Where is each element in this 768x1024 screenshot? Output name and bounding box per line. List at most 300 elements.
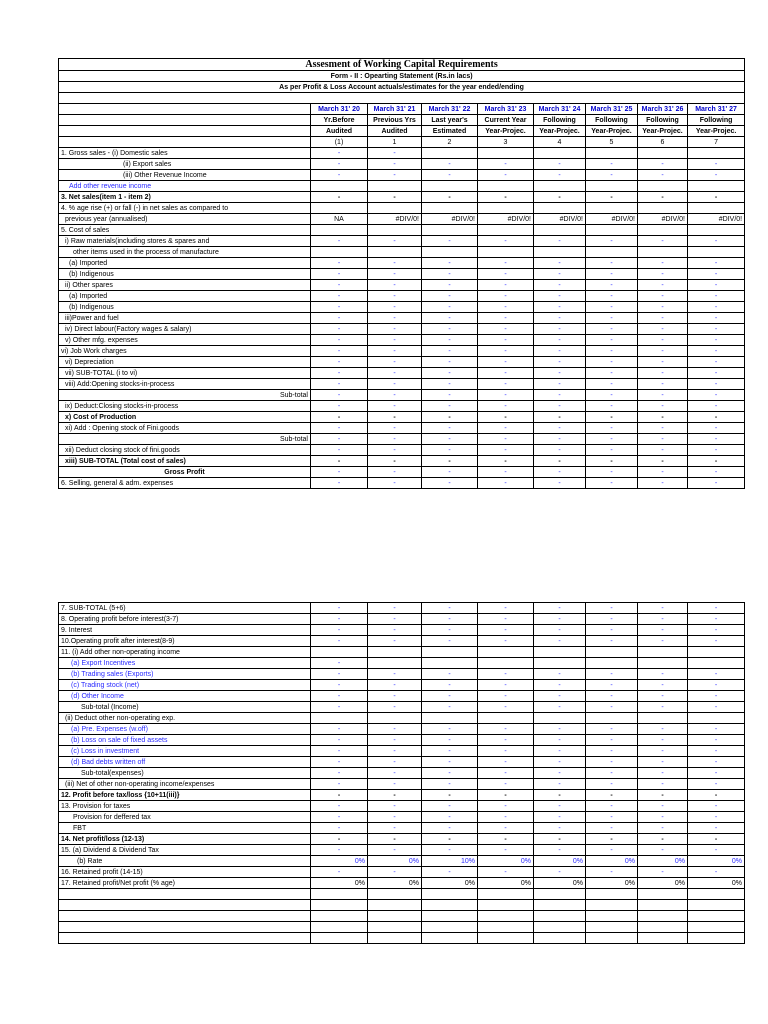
cell-value[interactable]: - (368, 669, 422, 680)
cell-value[interactable] (422, 713, 478, 724)
cell-value[interactable]: - (422, 779, 478, 790)
cell-value[interactable]: - (638, 812, 688, 823)
cell-value[interactable] (534, 181, 586, 192)
cell-value[interactable]: - (368, 346, 422, 357)
cell-value[interactable]: - (534, 768, 586, 779)
cell-value[interactable]: - (586, 401, 638, 412)
cell-value[interactable]: - (478, 379, 534, 390)
cell-value[interactable]: #DIV/0! (688, 214, 745, 225)
cell-value[interactable]: - (688, 812, 745, 823)
cell-value[interactable]: - (422, 346, 478, 357)
cell-value[interactable]: - (311, 801, 368, 812)
cell-value[interactable] (422, 933, 478, 944)
cell-value[interactable]: - (688, 291, 745, 302)
cell-value[interactable]: - (638, 746, 688, 757)
cell-value[interactable]: - (478, 236, 534, 247)
cell-value[interactable]: - (534, 434, 586, 445)
cell-value[interactable]: - (368, 456, 422, 467)
cell-value[interactable] (478, 713, 534, 724)
cell-value[interactable] (586, 247, 638, 258)
cell-value[interactable] (586, 889, 638, 900)
cell-value[interactable]: - (534, 346, 586, 357)
cell-value[interactable]: 0% (638, 878, 688, 889)
cell-value[interactable]: - (688, 867, 745, 878)
cell-value[interactable]: - (311, 680, 368, 691)
cell-value[interactable] (311, 203, 368, 214)
cell-value[interactable]: - (688, 603, 745, 614)
cell-value[interactable]: - (534, 324, 586, 335)
cell-value[interactable]: - (688, 302, 745, 313)
cell-value[interactable]: - (368, 735, 422, 746)
cell-value[interactable]: - (368, 434, 422, 445)
cell-value[interactable]: - (368, 412, 422, 423)
cell-value[interactable]: - (688, 702, 745, 713)
cell-value[interactable]: - (534, 291, 586, 302)
cell-value[interactable]: #DIV/0! (368, 214, 422, 225)
cell-value[interactable]: - (688, 735, 745, 746)
cell-value[interactable]: - (478, 313, 534, 324)
cell-value[interactable]: - (311, 170, 368, 181)
cell-value[interactable] (478, 933, 534, 944)
cell-value[interactable]: - (368, 768, 422, 779)
cell-value[interactable]: - (586, 614, 638, 625)
cell-value[interactable]: - (688, 324, 745, 335)
cell-value[interactable]: - (638, 823, 688, 834)
cell-value[interactable]: - (368, 845, 422, 856)
cell-value[interactable]: - (422, 801, 478, 812)
cell-value[interactable] (478, 247, 534, 258)
cell-value[interactable]: - (586, 790, 638, 801)
cell-value[interactable]: - (478, 757, 534, 768)
cell-value[interactable]: - (688, 768, 745, 779)
cell-value[interactable]: - (422, 680, 478, 691)
cell-value[interactable]: - (311, 669, 368, 680)
cell-value[interactable]: - (688, 379, 745, 390)
cell-value[interactable]: - (586, 159, 638, 170)
cell-value[interactable]: - (422, 159, 478, 170)
cell-value[interactable]: - (368, 834, 422, 845)
cell-value[interactable]: - (534, 845, 586, 856)
cell-value[interactable]: - (368, 801, 422, 812)
cell-value[interactable] (311, 911, 368, 922)
cell-value[interactable]: - (534, 236, 586, 247)
cell-value[interactable]: - (311, 625, 368, 636)
cell-value[interactable]: - (688, 269, 745, 280)
cell-value[interactable]: - (311, 478, 368, 489)
cell-value[interactable]: - (586, 467, 638, 478)
cell-value[interactable] (534, 713, 586, 724)
cell-value[interactable] (688, 900, 745, 911)
cell-value[interactable]: - (422, 258, 478, 269)
cell-value[interactable] (311, 247, 368, 258)
cell-value[interactable]: - (688, 625, 745, 636)
cell-value[interactable] (586, 181, 638, 192)
cell-value[interactable]: - (688, 159, 745, 170)
cell-value[interactable] (478, 900, 534, 911)
cell-value[interactable] (368, 247, 422, 258)
cell-value[interactable]: - (638, 779, 688, 790)
cell-value[interactable]: - (311, 434, 368, 445)
cell-value[interactable]: - (688, 757, 745, 768)
cell-value[interactable]: - (688, 823, 745, 834)
cell-value[interactable]: 0% (368, 878, 422, 889)
cell-value[interactable]: - (638, 280, 688, 291)
cell-value[interactable]: - (478, 434, 534, 445)
cell-value[interactable]: - (638, 625, 688, 636)
cell-value[interactable] (311, 181, 368, 192)
cell-value[interactable]: - (586, 768, 638, 779)
cell-value[interactable]: - (478, 368, 534, 379)
cell-value[interactable] (311, 647, 368, 658)
cell-value[interactable]: - (311, 379, 368, 390)
cell-value[interactable]: - (368, 724, 422, 735)
cell-value[interactable] (368, 911, 422, 922)
cell-value[interactable]: - (688, 434, 745, 445)
cell-value[interactable]: - (422, 302, 478, 313)
cell-value[interactable]: - (422, 768, 478, 779)
cell-value[interactable]: 0% (311, 856, 368, 867)
cell-value[interactable]: - (311, 746, 368, 757)
cell-value[interactable]: 0% (534, 856, 586, 867)
cell-value[interactable] (368, 713, 422, 724)
cell-value[interactable]: - (534, 779, 586, 790)
cell-value[interactable]: - (422, 335, 478, 346)
cell-value[interactable]: - (311, 302, 368, 313)
cell-value[interactable]: - (688, 834, 745, 845)
cell-value[interactable]: - (311, 401, 368, 412)
cell-value[interactable]: - (638, 159, 688, 170)
cell-value[interactable]: - (311, 346, 368, 357)
cell-value[interactable] (688, 225, 745, 236)
cell-value[interactable]: - (368, 603, 422, 614)
cell-value[interactable]: - (368, 401, 422, 412)
cell-value[interactable]: - (311, 159, 368, 170)
cell-value[interactable] (638, 181, 688, 192)
cell-value[interactable]: - (311, 658, 368, 669)
cell-value[interactable]: - (422, 269, 478, 280)
cell-value[interactable] (586, 658, 638, 669)
cell-value[interactable]: - (586, 236, 638, 247)
cell-value[interactable] (688, 148, 745, 159)
cell-value[interactable] (311, 922, 368, 933)
cell-value[interactable]: - (368, 159, 422, 170)
cell-value[interactable]: - (586, 379, 638, 390)
cell-value[interactable] (688, 247, 745, 258)
cell-value[interactable]: - (638, 636, 688, 647)
cell-value[interactable]: - (311, 192, 368, 203)
cell-value[interactable]: - (422, 669, 478, 680)
cell-value[interactable]: 0% (638, 856, 688, 867)
cell-value[interactable] (311, 225, 368, 236)
cell-value[interactable]: - (586, 812, 638, 823)
cell-value[interactable]: - (478, 724, 534, 735)
cell-value[interactable]: - (478, 401, 534, 412)
cell-value[interactable]: - (534, 401, 586, 412)
cell-value[interactable]: - (638, 467, 688, 478)
cell-value[interactable]: - (534, 478, 586, 489)
cell-value[interactable] (688, 933, 745, 944)
cell-value[interactable]: - (688, 691, 745, 702)
cell-value[interactable]: - (638, 757, 688, 768)
cell-value[interactable]: - (534, 812, 586, 823)
cell-value[interactable] (586, 713, 638, 724)
cell-value[interactable]: 0% (688, 856, 745, 867)
cell-value[interactable]: - (368, 823, 422, 834)
cell-value[interactable]: - (311, 148, 368, 159)
cell-value[interactable]: - (534, 313, 586, 324)
cell-value[interactable] (478, 922, 534, 933)
cell-value[interactable] (688, 922, 745, 933)
cell-value[interactable]: - (478, 456, 534, 467)
cell-value[interactable]: - (586, 269, 638, 280)
cell-value[interactable] (422, 889, 478, 900)
cell-value[interactable]: - (478, 823, 534, 834)
cell-value[interactable]: - (586, 625, 638, 636)
cell-value[interactable]: - (534, 669, 586, 680)
cell-value[interactable]: - (368, 324, 422, 335)
cell-value[interactable]: - (534, 735, 586, 746)
cell-value[interactable]: - (534, 636, 586, 647)
cell-value[interactable]: - (534, 302, 586, 313)
cell-value[interactable]: - (534, 614, 586, 625)
cell-value[interactable]: - (534, 867, 586, 878)
cell-value[interactable]: - (586, 291, 638, 302)
cell-value[interactable] (586, 225, 638, 236)
cell-value[interactable] (534, 922, 586, 933)
cell-value[interactable]: - (478, 280, 534, 291)
cell-value[interactable]: - (534, 467, 586, 478)
cell-value[interactable]: - (368, 280, 422, 291)
cell-value[interactable]: - (478, 691, 534, 702)
cell-value[interactable] (478, 148, 534, 159)
cell-value[interactable]: - (368, 625, 422, 636)
cell-value[interactable]: - (688, 724, 745, 735)
cell-value[interactable] (368, 181, 422, 192)
cell-value[interactable] (586, 647, 638, 658)
cell-value[interactable]: - (534, 445, 586, 456)
cell-value[interactable]: - (422, 467, 478, 478)
cell-value[interactable]: - (586, 313, 638, 324)
cell-value[interactable] (478, 911, 534, 922)
cell-value[interactable] (638, 889, 688, 900)
cell-value[interactable]: - (638, 735, 688, 746)
cell-value[interactable]: - (534, 269, 586, 280)
cell-value[interactable]: - (368, 467, 422, 478)
cell-value[interactable]: 0% (586, 878, 638, 889)
cell-value[interactable]: - (311, 258, 368, 269)
cell-value[interactable] (478, 225, 534, 236)
cell-value[interactable]: - (688, 636, 745, 647)
cell-value[interactable]: - (586, 779, 638, 790)
cell-value[interactable]: - (638, 390, 688, 401)
cell-value[interactable]: - (311, 768, 368, 779)
cell-value[interactable] (638, 911, 688, 922)
cell-value[interactable] (311, 889, 368, 900)
cell-value[interactable] (534, 889, 586, 900)
cell-value[interactable]: 0% (534, 878, 586, 889)
cell-value[interactable]: 10% (422, 856, 478, 867)
cell-value[interactable]: - (422, 390, 478, 401)
cell-value[interactable]: #DIV/0! (478, 214, 534, 225)
cell-value[interactable]: 0% (478, 878, 534, 889)
cell-value[interactable]: - (638, 423, 688, 434)
cell-value[interactable]: - (688, 280, 745, 291)
cell-value[interactable]: - (422, 445, 478, 456)
cell-value[interactable]: - (368, 170, 422, 181)
cell-value[interactable]: - (688, 790, 745, 801)
cell-value[interactable]: - (311, 236, 368, 247)
cell-value[interactable]: - (688, 467, 745, 478)
cell-value[interactable] (638, 225, 688, 236)
cell-value[interactable]: - (311, 790, 368, 801)
cell-value[interactable]: - (311, 291, 368, 302)
cell-value[interactable] (368, 900, 422, 911)
cell-value[interactable] (586, 203, 638, 214)
cell-value[interactable]: - (586, 867, 638, 878)
cell-value[interactable]: - (368, 702, 422, 713)
cell-value[interactable] (422, 911, 478, 922)
cell-value[interactable]: - (586, 390, 638, 401)
cell-value[interactable]: - (368, 192, 422, 203)
cell-value[interactable]: - (638, 614, 688, 625)
cell-value[interactable]: - (311, 335, 368, 346)
cell-value[interactable]: - (586, 324, 638, 335)
cell-value[interactable]: - (422, 636, 478, 647)
cell-value[interactable]: - (368, 445, 422, 456)
cell-value[interactable]: - (311, 423, 368, 434)
cell-value[interactable]: - (311, 724, 368, 735)
cell-value[interactable]: - (422, 724, 478, 735)
cell-value[interactable]: - (422, 790, 478, 801)
cell-value[interactable]: - (638, 669, 688, 680)
cell-value[interactable] (534, 225, 586, 236)
cell-value[interactable]: - (478, 423, 534, 434)
cell-value[interactable]: - (688, 313, 745, 324)
cell-value[interactable] (422, 658, 478, 669)
cell-value[interactable]: - (638, 258, 688, 269)
cell-value[interactable]: - (422, 423, 478, 434)
cell-value[interactable]: - (368, 335, 422, 346)
cell-value[interactable]: - (422, 280, 478, 291)
cell-value[interactable]: - (311, 390, 368, 401)
cell-value[interactable]: - (534, 456, 586, 467)
cell-value[interactable] (368, 922, 422, 933)
cell-value[interactable] (534, 911, 586, 922)
cell-value[interactable]: - (422, 823, 478, 834)
cell-value[interactable]: - (638, 702, 688, 713)
cell-value[interactable]: - (478, 834, 534, 845)
cell-value[interactable]: - (368, 478, 422, 489)
cell-value[interactable]: - (534, 280, 586, 291)
cell-value[interactable]: - (534, 159, 586, 170)
cell-value[interactable]: - (638, 412, 688, 423)
cell-value[interactable]: - (311, 614, 368, 625)
cell-value[interactable]: NA (311, 214, 368, 225)
cell-value[interactable]: - (422, 192, 478, 203)
cell-value[interactable]: - (478, 159, 534, 170)
cell-value[interactable]: - (478, 779, 534, 790)
cell-value[interactable]: - (586, 603, 638, 614)
cell-value[interactable]: - (534, 412, 586, 423)
cell-value[interactable]: - (586, 445, 638, 456)
cell-value[interactable]: - (368, 779, 422, 790)
cell-value[interactable]: - (534, 746, 586, 757)
cell-value[interactable] (688, 647, 745, 658)
cell-value[interactable]: - (311, 735, 368, 746)
cell-value[interactable]: - (478, 680, 534, 691)
cell-value[interactable] (534, 647, 586, 658)
cell-value[interactable]: - (368, 812, 422, 823)
cell-value[interactable] (422, 900, 478, 911)
cell-value[interactable]: - (638, 834, 688, 845)
cell-value[interactable]: - (586, 412, 638, 423)
cell-value[interactable]: - (422, 313, 478, 324)
cell-value[interactable]: - (368, 357, 422, 368)
cell-value[interactable]: - (688, 845, 745, 856)
cell-value[interactable]: - (422, 625, 478, 636)
cell-value[interactable]: - (688, 346, 745, 357)
cell-value[interactable]: - (638, 368, 688, 379)
cell-value[interactable]: - (534, 368, 586, 379)
cell-value[interactable]: - (586, 735, 638, 746)
cell-value[interactable]: - (422, 434, 478, 445)
cell-value[interactable] (368, 203, 422, 214)
cell-value[interactable]: - (478, 867, 534, 878)
cell-value[interactable]: - (638, 845, 688, 856)
cell-value[interactable] (422, 148, 478, 159)
cell-value[interactable] (534, 658, 586, 669)
cell-value[interactable]: - (586, 335, 638, 346)
cell-value[interactable]: - (688, 445, 745, 456)
cell-value[interactable]: - (478, 603, 534, 614)
cell-value[interactable]: - (688, 478, 745, 489)
cell-value[interactable]: - (688, 412, 745, 423)
cell-value[interactable]: - (422, 236, 478, 247)
cell-value[interactable]: - (638, 478, 688, 489)
cell-value[interactable]: - (638, 724, 688, 735)
cell-value[interactable] (478, 889, 534, 900)
cell-value[interactable]: - (368, 790, 422, 801)
cell-value[interactable] (688, 713, 745, 724)
cell-value[interactable]: - (368, 379, 422, 390)
cell-value[interactable]: - (534, 192, 586, 203)
cell-value[interactable]: - (688, 423, 745, 434)
cell-value[interactable] (422, 922, 478, 933)
cell-value[interactable]: - (368, 302, 422, 313)
cell-value[interactable]: - (586, 669, 638, 680)
cell-value[interactable] (478, 658, 534, 669)
cell-value[interactable]: - (638, 313, 688, 324)
cell-value[interactable] (534, 148, 586, 159)
cell-value[interactable]: - (478, 269, 534, 280)
cell-value[interactable] (534, 933, 586, 944)
cell-value[interactable] (311, 933, 368, 944)
cell-value[interactable]: - (586, 746, 638, 757)
cell-value[interactable]: - (638, 357, 688, 368)
cell-value[interactable]: - (534, 603, 586, 614)
cell-value[interactable]: 0% (422, 878, 478, 889)
cell-value[interactable]: - (311, 603, 368, 614)
cell-value[interactable]: - (478, 478, 534, 489)
cell-value[interactable]: - (586, 302, 638, 313)
cell-value[interactable] (586, 922, 638, 933)
cell-value[interactable]: - (478, 291, 534, 302)
cell-value[interactable]: - (478, 812, 534, 823)
cell-value[interactable]: - (586, 368, 638, 379)
cell-value[interactable]: - (586, 757, 638, 768)
cell-value[interactable]: - (422, 379, 478, 390)
cell-value[interactable]: - (478, 302, 534, 313)
